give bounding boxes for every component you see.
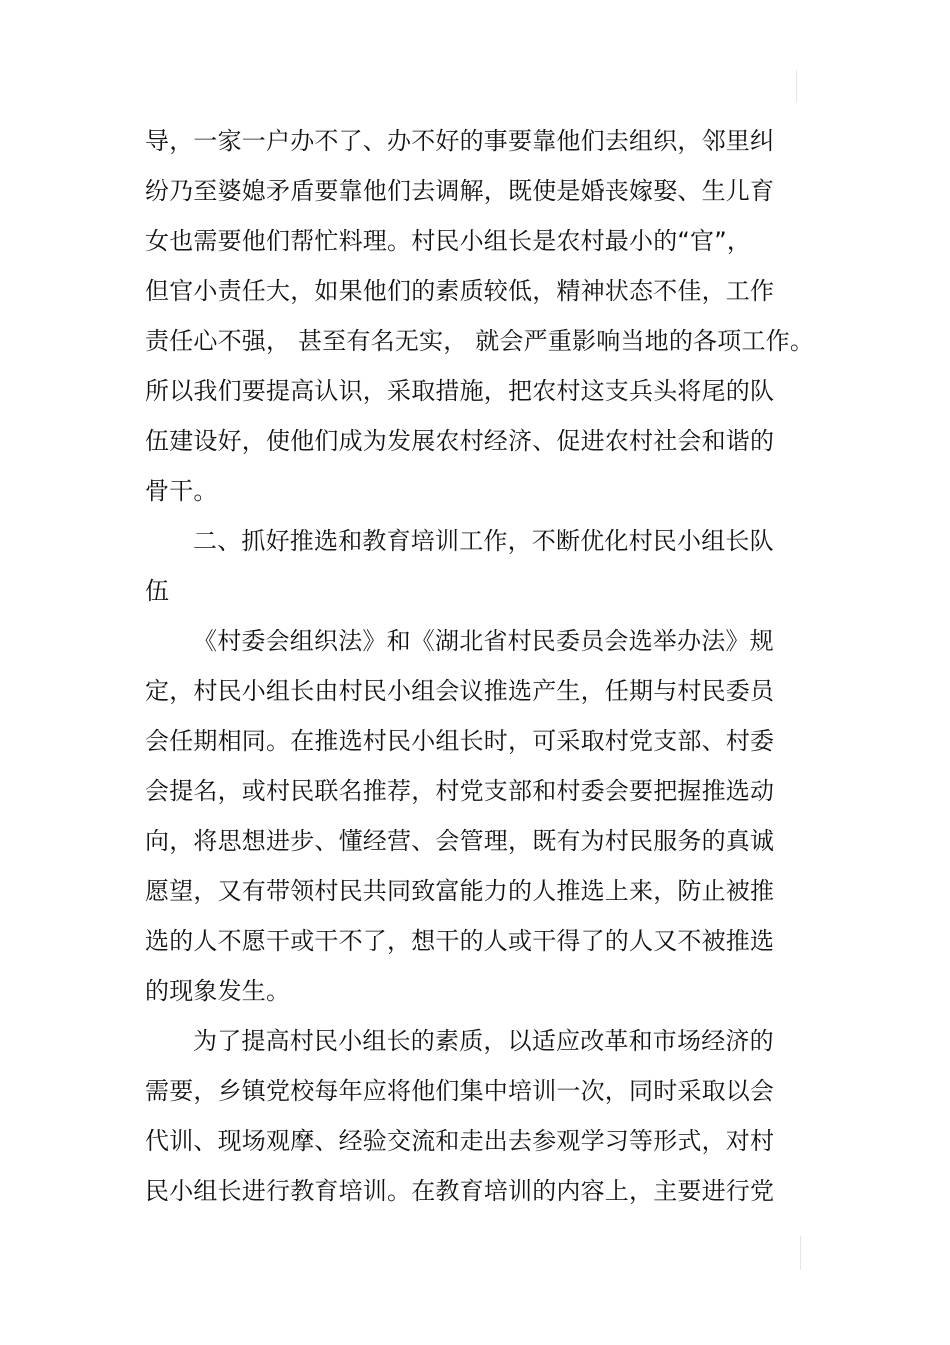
text-line: 民小组长进行教育培训。在教育培训的内容上，主要进行党 (145, 1177, 775, 1205)
text-line: 责任心不强， 甚至有名无实， 就会严重影响当地的各项工作。 (145, 327, 815, 355)
text-line: 《村委会组织法》和《湖北省村民委员会选举办法》规 (193, 627, 774, 655)
text-line: 为了提高村民小组长的素质，以适应改革和市场经济的 (193, 1027, 774, 1055)
text-line: 会任期相同。在推选村民小组长时，可采取村党支部、村委 (145, 727, 775, 755)
text-line: 伍建设好，使他们成为发展农村经济、促进农村社会和谐的 (145, 427, 775, 455)
text-line: 愿望，又有带领村民共同致富能力的人推选上来，防止被推 (145, 877, 775, 905)
text-line: 向，将思想进步、懂经营、会管理，既有为村民服务的真诚 (145, 827, 775, 855)
page-edge-mark-bottom (800, 1236, 801, 1270)
text-line: 的现象发生。 (145, 977, 291, 1005)
text-line: 女也需要他们帮忙料理。村民小组长是农村最小的“官”， (145, 227, 752, 255)
page-edge-mark-top (796, 70, 797, 102)
text-line: 骨干。 (145, 477, 218, 505)
text-line: 导，一家一户办不了、办不好的事要靠他们去组织，邻里纠 (145, 127, 775, 155)
text-line: 代训、现场观摩、经验交流和走出去参观学习等形式，对村 (145, 1127, 775, 1155)
text-line: 纷乃至婆媳矛盾要靠他们去调解，既使是婚丧嫁娶、生儿育 (145, 177, 775, 205)
section-heading-continued: 伍 (145, 577, 170, 605)
text-line: 会提名，或村民联名推荐，村党支部和村委会要把握推选动 (145, 777, 775, 805)
text-line: 选的人不愿干或干不了，想干的人或干得了的人又不被推选 (145, 927, 775, 955)
section-heading: 二、抓好推选和教育培训工作，不断优化村民小组长队 (193, 527, 774, 555)
text-line: 但官小责任大，如果他们的素质较低，精神状态不佳，工作 (145, 277, 775, 305)
text-line: 所以我们要提高认识，采取措施，把农村这支兵头将尾的队 (145, 377, 775, 405)
text-line: 需要，乡镇党校每年应将他们集中培训一次，同时采取以会 (145, 1077, 775, 1105)
text-line: 定，村民小组长由村民小组会议推选产生，任期与村民委员 (145, 677, 775, 705)
